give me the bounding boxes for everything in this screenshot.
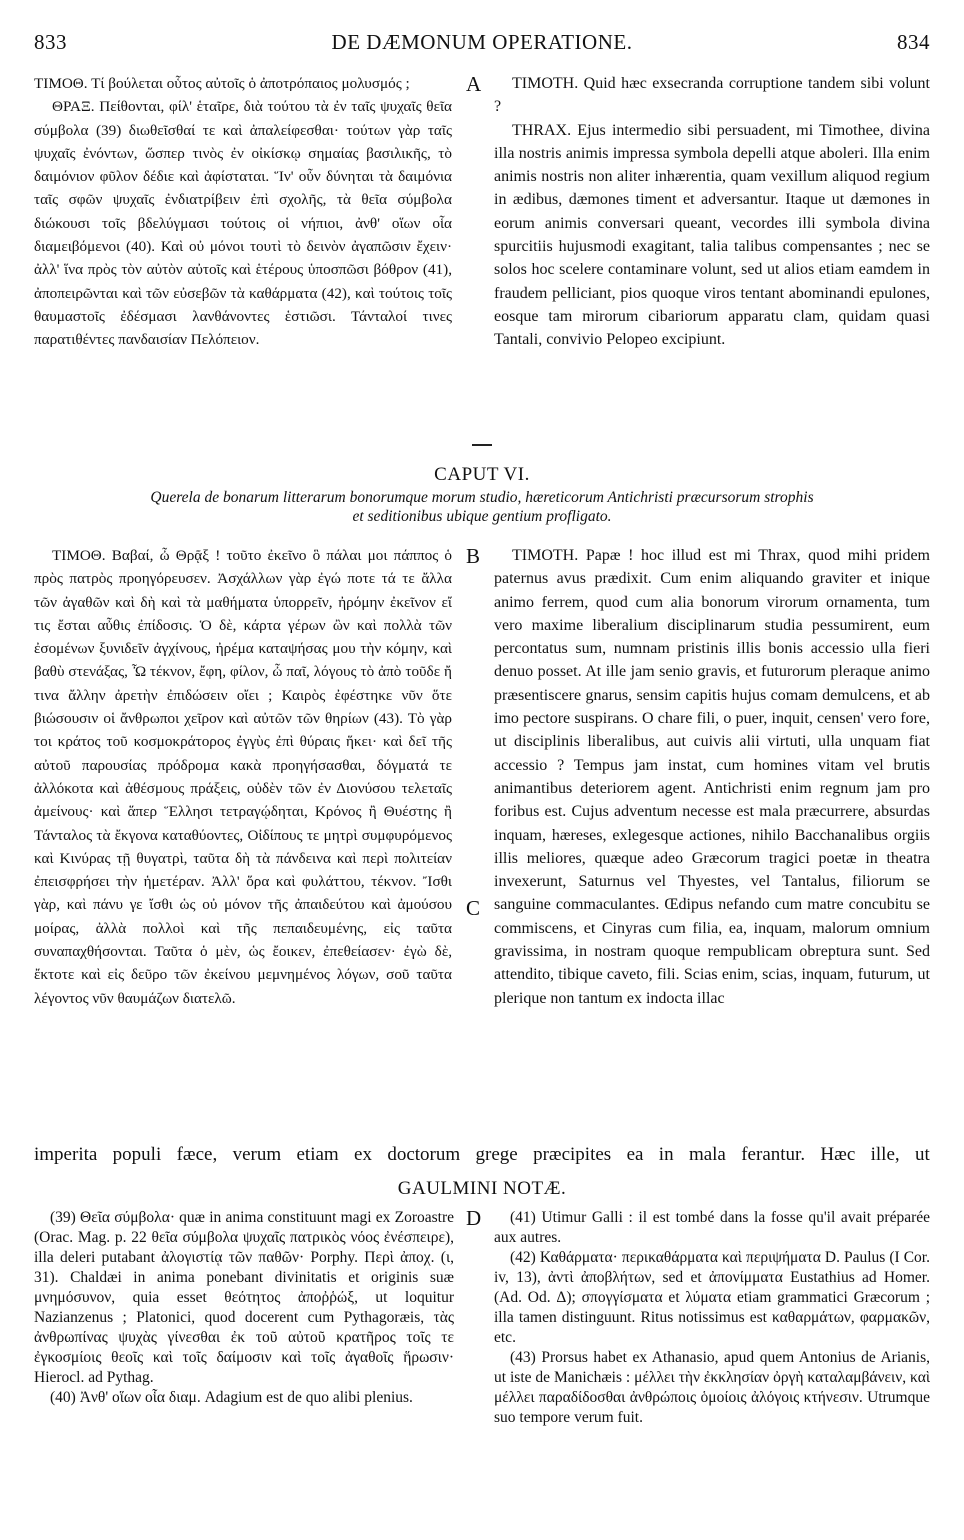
margin-marker-c: C [466,896,481,920]
top-greek-column [34,72,452,352]
chapter-latin-column [494,544,930,1010]
word: ferantur. [741,1144,806,1165]
word: præcipites [533,1144,612,1165]
margin-marker-b: B [466,544,481,568]
footnote: (43) Prorsus habet ex Athanasio, apud quem Antonius de Arianis, ut iste de Manichæis : μέλλει τὴν ἐκκλησίαν ὀργὴ καταλαμβάνειν, καὶ μέλλει παραδίδοσθαι ἀνθρώποις ὁμοίοις ἀλόγοις κτήνεσιν. Utrumque suo tempore verum fuit. [494,1349,930,1426]
notes-title: GAULMINI NOTÆ. [397,1178,567,1199]
word: ille, [870,1144,900,1165]
page-number-left: 833 [34,30,67,54]
notes-left-column [34,1208,454,1408]
word: grege [475,1144,518,1165]
chapter-title: CAPUT VI. [434,464,530,485]
word: ut [915,1144,930,1165]
argument-line: Querela de bonarum litterarum bonorumque morum studio, hæreticorum Antichristi præcursorum strophis [150,489,814,506]
running-title: DE DÆMONUM OPERATIONE. [331,30,633,54]
full-width-line [34,1144,930,1166]
greek-paragraph: ΘΡΑΞ. Πείθονται, φίλ' ἑταῖρε, διὰ τούτου τὰ ἐν ταῖς ψυχαῖς θεῖα σύμβολα (39) διωθεῖσθαί τε καὶ ἀπαλείφεσθαι· τούτων γὰρ ταῖς ψυχαῖς ἐνόντων, ὥσπερ τινὸς ἐν οἰκίσκῳ σημαίας βασιλικῆς, τὸ δαιμόνιον φῦλον δέδιε καὶ ἀφίσταται. Ἵν' οὖν δύνηται τὰ δαιμόνια ταῖς σφῶν ψυχαῖς ἐνδιατρίβειν ἐπὶ σχολῆς, τὰ θεῖα σύμβολα διώκουσι τοῖς βδελύγμασι τούτοις οἱ νήπιοι, ἀνθ' οἵων οἷα διαμειβόμενοι (40). Καὶ οὐ μόνοι τουτὶ τὸ δεινὸν ἀγαπῶσιν ἔχειν· ἀλλ' ἵνα πρὸς τὸν αὐτὸν αὐτοῖς καὶ ἑτέρους ὑποσπῶσι βόθρον (41), ἀποπειρῶνται καὶ τῶν εὐσεβῶν τὰ καθάρματα (42), καὶ τούτοις τοῖς θαυμαστοῖς ἐδέσμασι λανθάνοντες ἑστιῶσι. Τάνταλοί τινες παρατιθέντες πανδαισίαν Πελόπειον. [34,98,452,349]
footnote: (40) Ἀνθ' οἵων οἷα διαμ. Adagium est de quo alibi plenius. [50,1389,413,1406]
page-number-right: 834 [897,30,930,54]
latin-paragraph: THRAX. Ejus intermedio sibi persuadent, mi Timothee, divina illa nostris animis impressa symbola depelli atque aboleri. Illa enim animis nostris non aliter inhærentia, quam vexillum aliquod regium in ædibus, dæmones timent et adversantur. Itaque ut dæmones in eorum animis conversari queant, vecordes illi symbola divina spurcitiis hujusmodi exagitant, talia talibus compensantes ; nec se solos hoc scelere contaminare volunt, sed ut alios etiam eamdem in fraudem pelliciant, pios quoque viros tentant abominandi epulones, eosque tam mirorum cibariorum apparatu clam, quidam quasi Tantali, convivio Pelopeo excipiunt. [494,121,930,349]
word: verum [232,1144,282,1165]
notes-right-column [494,1208,930,1428]
latin-paragraph: TIMOTH. Quid hæc exsecranda corruptione tandem sibi volunt ? [494,75,930,116]
margin-marker-d: D [466,1206,482,1230]
margin-marker-a: A [466,72,482,96]
footnote: (39) Θεῖα σύμβολα· quæ in anima constituunt magi ex Zoroastre (Orac. Mag. p. 22 θεῖα σύμβολα ψυχαῖς πατρικὸς νόος ἐνέσπειρε), illa deleri putabant ἀλογιστίᾳ τῶν παθῶν· Porphy. Περὶ ἀποχ. (ι, 31). Chaldæi in anima ponebant divinitatis et originis suæ μνημόσυνον, quia esset θεότητος ἀποῤῥώξ, ut loquitur Nazianzenus ; Platonici, quod docerent cum Pythagoræis, τὰς ἀνθρωπίνας ψυχὰς γίνεσθαι ἐκ τοῦ αὐτοῦ κρατῆρος τοῖς τε ἐγκοσμίοις θεοῖς καὶ τοῖς δαίμοσιν καὶ τοῖς ἀγαθοῖς ἥρωσιν· Hierocl. ad Pythag. [34,1209,454,1386]
word: etiam [296,1144,339,1165]
word: mala [688,1144,726,1165]
greek-paragraph: ΤΙΜΟΘ. Βαβαί, ὦ Θρᾷξ ! τοῦτο ἐκεῖνο ὃ πάλαι μοι πάππος ὁ πρὸς πατρὸς προηγόρευσεν. Ἀσχάλλων γὰρ ἐγώ ποτε τά τε ἄλλα τῶν ἀγαθῶν καὶ δὴ καὶ τὰ μαθήματα ὑπορρεῖν, ἠρόμην ἐκεῖνον εἴ τις ἔσται αὖθις ἐπίδοσις. Ὁ δὲ, κάρτα γέρων ὢν καὶ πολλὰ τῶν ἐσομένων ξυνιδεῖν ἀγχίνους, ἠρέμα καταψήσας μου τὴν κόμην, καὶ βαθὺ στενάξας, Ὦ τέκνον, ἔφη, φίλον, ὦ παῖ, λόγους τὸ ἀπὸ τοῦδε ἤ τινα ἄλλην ἀρετὴν ἐπιδώσειν οἴει ; Καιρὸς ἐφέστηκε νῦν ὅτε βιώσουσιν οἱ ἄνθρωποι χεῖρον καὶ αὐτῶν τῶν θηρίων (43). Τὸ γὰρ τοι κράτος τοῦ κοσμοκράτορος ἐγγὺς ἐπὶ θύραις ἥκει· καὶ δεῖ τῆς αὐτοῦ παρουσίας πρόδρομα κακὰ προηγήσασθαι, δόγματά τε ἀλλόκοτα καὶ ἀθέσμους πράξεις, οὐδὲν τῶν ἐν Διονύσου τελεταῖς ἀμείνους· καὶ ἅπερ Ἕλλησι τετραγῴδηται, Κρόνος ἢ Θυέστης ἢ Τάνταλος τὰ ἔκγονα καταθύοντες, Οἰδίπους τε μητρὶ συμφυρόμενος καὶ Κινύρας τῇ θυγατρὶ, ταῦτα δὴ τὰ πάνδεινα καὶ περὶ πολιτείαν ἐπεισφρήσει τὴν ἡμετέραν. Ἀλλ' ὅρα καὶ φυλάττου, τέκνον. Ἴσθι γὰρ, καὶ πάνυ γε ἴσθι ὡς οὐ μόνον τῆς ἀπαιδεύτου καὶ ἀμούσου μοίρας, ἀλλὰ πολλοὶ καὶ τῆς πεπαιδευμένης, εἰς ταῦτα συναπαχθήσονται. Ταῦτα ὁ μὲν, ὡς ἔοικεν, ἐπεθείασεν· ἐγὼ δὲ, ἔκτοτε καὶ εἰς δεῦρο τῶν ἐκείνου μεμνημένος λόγων, σοῦ ταῦτα λέγοντος νῦν θαυμάζων διατελῶ. [34,547,452,1007]
running-header [34,30,930,58]
word: in [658,1144,674,1165]
word: doctorum [387,1144,461,1165]
top-latin-column [494,72,930,352]
greek-paragraph: ΤΙΜΟΘ. Τί βούλεται οὗτος αὐτοῖς ὁ ἀποτρόπαιος μολυσμός ; [34,75,410,92]
section-divider [472,444,492,446]
argument-line: et seditionibus ubique gentium profligato. [352,508,612,525]
word: ea [626,1144,644,1165]
footnote: (42) Καθάρματα· περικαθάρματα καὶ περιψήματα D. Paulus (I Cor. iv, 13), ἀντὶ ἀποβλήτων, sed et ἀπονίμματα Eustathius ad Homer. (Ad. Od. Δ); σπογγίσματα et λύματα etiam grammatici Græcorum ; illa tamen distinguunt. Ritus notissimus est καθαρμάτων, φαρμακῶν, etc. [494,1249,930,1346]
word: Hæc [820,1144,856,1165]
word: ex [354,1144,372,1165]
word: imperita [34,1144,98,1165]
word: fæce, [176,1144,218,1165]
chapter-greek-column [34,544,452,1010]
footnote: (41) Utimur Galli : il est tombé dans la fosse qu'il avait préparée aux autres. [494,1209,930,1246]
chapter-argument [34,488,930,526]
word: populi [112,1144,162,1165]
latin-paragraph: TIMOTH. Papæ ! hoc illud est mi Thrax, quod mihi pridem paternus avus prædixit. Cum enim aliquando graviter et inique animo ferrem, quod cum alia bonorum virorum ornamenta, tum vero maxime liberalium disciplinarum studia pessumirent, eum percontatus sum, numnam pristinis illis bonis accessio ulla fieri denuo posset. At ille jam senio gravis, et futurorum pleraque animo præsentiscere gnarus, sensim capitis hujus comam demulcens, et ab imo pectore suspirans. O chare fili, o puer, inquit, censen' vero fore, ut disciplinis liberalibus, aut cuivis alii virtuti, ulla unquam fiat accessio ? Tempus jam instat, cum homines vitam vel brutis animantibus deteriorem agent. Antichristi enim regnum jam pro foribus est. Cujus adventum necesse est mala præcurrere, absurdas inquam, hæreses, exlegesque actiones, nihilo Bacchanalibus orgiis illis meliores, quæque adeo Græcorum tragici poetæ in theatra invexerunt, Saturnus vel Thyestes, vel Tantalus, filiorum se sanguine commaculantes. Œdipus nefando cum matre concubitu se commiscens, et Cinyras cum filia, ea, inquam, malorum omnium gravissima, in nostram quoque rempublicam obreptura sunt. Sed attendito, tibique caveto, fili. Scias enim, scias, inquam, futurum, ut plerique non tantum ex indocta illac [494,547,930,1007]
